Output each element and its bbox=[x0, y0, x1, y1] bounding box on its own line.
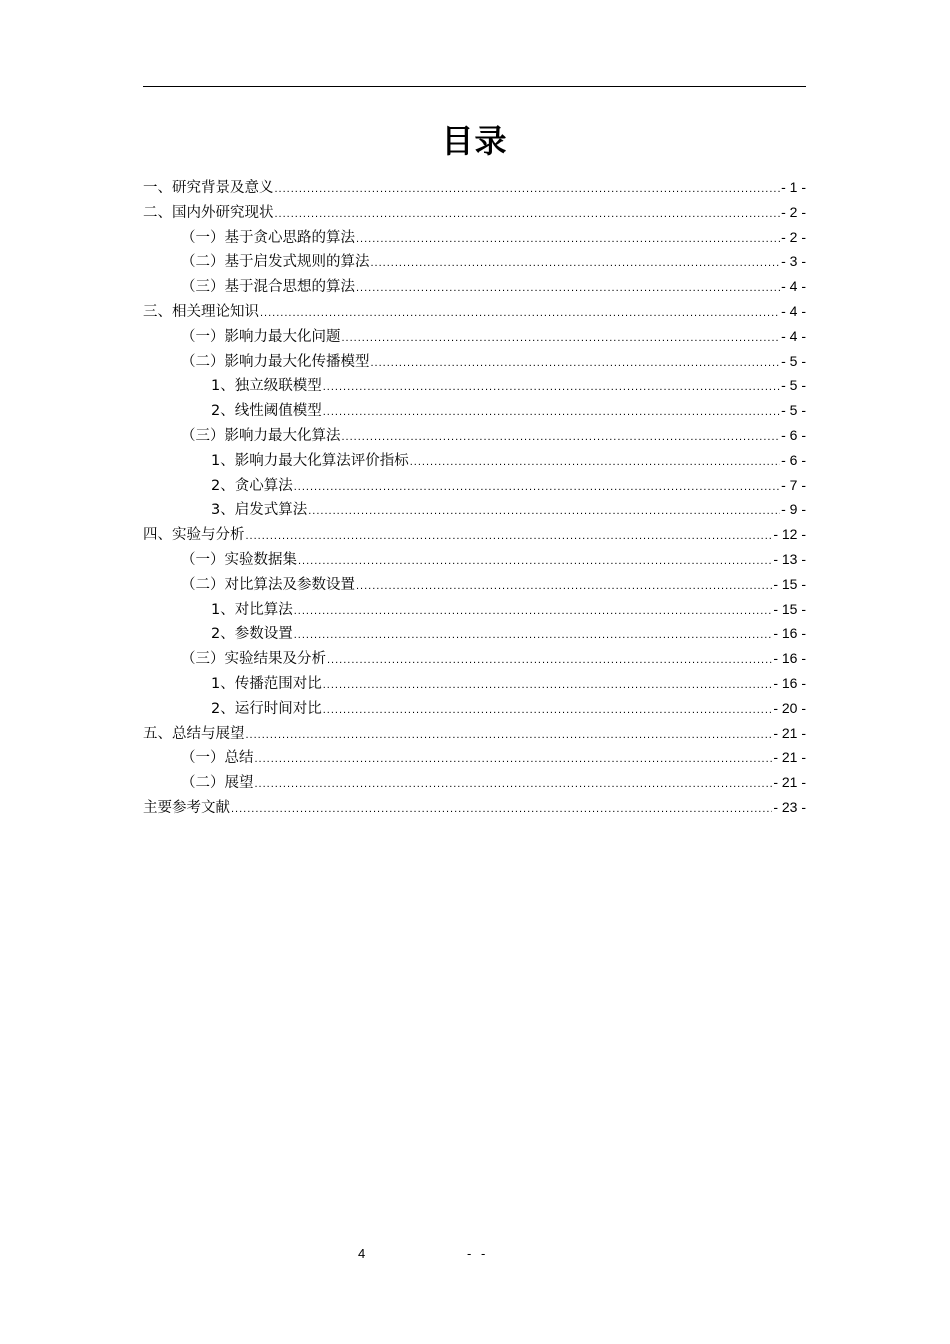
toc-leader-dots bbox=[323, 400, 780, 425]
toc-leader-dots bbox=[356, 276, 780, 301]
toc-entry-label: 1、独立级联模型 bbox=[211, 378, 322, 395]
toc-entry-label: （二）基于启发式规则的算法 bbox=[181, 254, 370, 271]
toc-entry-page: - 4 - bbox=[781, 302, 806, 319]
toc-entry[interactable] bbox=[143, 497, 806, 522]
toc-entry-page: - 7 - bbox=[781, 476, 806, 493]
toc-entry[interactable] bbox=[143, 597, 806, 622]
toc-entry[interactable] bbox=[143, 274, 806, 299]
toc-entry-label: 1、传播范围对比 bbox=[211, 675, 322, 692]
toc-entry[interactable] bbox=[143, 373, 806, 398]
toc-entry-page: - 13 - bbox=[773, 550, 806, 567]
toc-entry[interactable] bbox=[143, 522, 806, 547]
toc-entry-label: 主要参考文献 bbox=[143, 799, 230, 816]
toc-leader-dots bbox=[327, 648, 772, 673]
toc-entry-page: - 16 - bbox=[773, 625, 806, 642]
toc-entry[interactable] bbox=[143, 200, 806, 225]
toc-entry[interactable] bbox=[143, 349, 806, 374]
toc-entry-label: （二）对比算法及参数设置 bbox=[181, 576, 355, 593]
toc-entry-page: - 2 - bbox=[781, 203, 806, 220]
toc-leader-dots bbox=[342, 425, 781, 450]
toc-entry-label: 3、启发式算法 bbox=[211, 502, 308, 519]
toc-leader-dots bbox=[231, 797, 772, 822]
toc-entry-label: （三）影响力最大化算法 bbox=[181, 427, 341, 444]
toc-entry-page: - 5 - bbox=[781, 402, 806, 419]
toc-entry[interactable] bbox=[143, 547, 806, 572]
toc-entry-page: - 21 - bbox=[773, 724, 806, 741]
footer-page-number: 4 bbox=[358, 1246, 366, 1261]
toc-entry[interactable] bbox=[143, 398, 806, 423]
toc-entry-page: - 12 - bbox=[773, 526, 806, 543]
page-title: 目录 bbox=[441, 122, 508, 160]
toc-entry-page: - 2 - bbox=[781, 228, 806, 245]
toc-entry[interactable] bbox=[143, 646, 806, 671]
toc-entry[interactable] bbox=[143, 225, 806, 250]
toc-leader-dots bbox=[246, 723, 773, 748]
footer-page-mark: - - bbox=[467, 1246, 489, 1261]
toc-entry-page: - 20 - bbox=[773, 699, 806, 716]
toc-leader-dots bbox=[371, 251, 781, 276]
toc-entry-label: （二）影响力最大化传播模型 bbox=[181, 353, 370, 370]
toc-entry-label: 二、国内外研究现状 bbox=[143, 204, 274, 221]
toc-entry[interactable] bbox=[143, 299, 806, 324]
toc-leader-dots bbox=[260, 301, 780, 326]
toc-leader-dots bbox=[323, 375, 780, 400]
toc-entry-label: （一）基于贪心思路的算法 bbox=[181, 229, 355, 246]
toc-entry[interactable] bbox=[143, 473, 806, 498]
toc-entry-page: - 21 - bbox=[773, 749, 806, 766]
toc-entry-label: （一）总结 bbox=[181, 750, 254, 767]
toc-entry-page: - 9 - bbox=[781, 501, 806, 518]
toc-leader-dots bbox=[356, 227, 780, 252]
toc-leader-dots bbox=[308, 499, 780, 524]
toc-entry-page: - 6 - bbox=[781, 426, 806, 443]
toc-entry-page: - 16 - bbox=[773, 650, 806, 667]
toc-entry[interactable] bbox=[143, 423, 806, 448]
toc-entry-page: - 3 - bbox=[781, 253, 806, 270]
toc-leader-dots bbox=[342, 326, 781, 351]
toc-leader-dots bbox=[275, 202, 781, 227]
toc-entry-page: - 5 - bbox=[781, 352, 806, 369]
toc-entry-page: - 6 - bbox=[781, 451, 806, 468]
toc-leader-dots bbox=[294, 475, 780, 500]
toc-leader-dots bbox=[246, 524, 773, 549]
toc-entry-label: （一）影响力最大化问题 bbox=[181, 328, 341, 345]
toc-entry-label: 2、运行时间对比 bbox=[211, 700, 322, 717]
toc-leader-dots bbox=[410, 450, 780, 475]
toc-entry[interactable] bbox=[143, 572, 806, 597]
toc-entry[interactable] bbox=[143, 621, 806, 646]
toc-entry-page: - 23 - bbox=[773, 798, 806, 815]
toc-entry[interactable] bbox=[143, 721, 806, 746]
toc-entry[interactable] bbox=[143, 795, 806, 820]
toc-entry-page: - 4 - bbox=[781, 327, 806, 344]
toc-leader-dots bbox=[371, 351, 781, 376]
toc-entry-label: 三、相关理论知识 bbox=[143, 303, 259, 320]
toc-leader-dots bbox=[323, 698, 773, 723]
toc-entry-label: 2、参数设置 bbox=[211, 626, 293, 643]
header-rule bbox=[143, 86, 806, 87]
toc-entry-label: 四、实验与分析 bbox=[143, 527, 245, 544]
toc-leader-dots bbox=[356, 574, 772, 599]
toc-leader-dots bbox=[255, 772, 773, 797]
toc-entry-label: （三）基于混合思想的算法 bbox=[181, 279, 355, 296]
toc-entry-label: 一、研究背景及意义 bbox=[143, 180, 274, 196]
toc-entry-label: 1、对比算法 bbox=[211, 601, 293, 618]
table-of-contents bbox=[143, 175, 806, 820]
toc-entry-page: - 16 - bbox=[773, 674, 806, 691]
toc-leader-dots bbox=[294, 599, 773, 624]
toc-entry[interactable] bbox=[143, 770, 806, 795]
toc-entry[interactable] bbox=[143, 324, 806, 349]
toc-leader-dots bbox=[294, 623, 773, 648]
toc-entry-label: 2、贪心算法 bbox=[211, 477, 293, 494]
toc-entry[interactable] bbox=[143, 745, 806, 770]
toc-entry-page: - 21 - bbox=[773, 774, 806, 791]
toc-entry-label: 五、总结与展望 bbox=[143, 725, 245, 742]
toc-entry-label: （一）实验数据集 bbox=[181, 551, 297, 568]
toc-entry[interactable] bbox=[143, 448, 806, 473]
toc-leader-dots bbox=[275, 177, 781, 202]
toc-entry-label: 1、影响力最大化算法评价指标 bbox=[211, 452, 409, 469]
toc-leader-dots bbox=[323, 673, 773, 698]
toc-leader-dots bbox=[298, 549, 772, 574]
toc-entry-page: - 5 - bbox=[781, 377, 806, 394]
toc-entry-page: - 15 - bbox=[773, 600, 806, 617]
toc-entry[interactable] bbox=[143, 671, 806, 696]
toc-entry[interactable] bbox=[143, 696, 806, 721]
toc-entry-label: （三）实验结果及分析 bbox=[181, 651, 326, 668]
toc-entry-label: 2、线性阈值模型 bbox=[211, 403, 322, 420]
toc-entry-page: - 1 - bbox=[781, 179, 806, 195]
toc-entry-page: - 4 - bbox=[781, 278, 806, 295]
toc-entry[interactable] bbox=[143, 175, 806, 200]
toc-entry[interactable] bbox=[143, 249, 806, 274]
toc-leader-dots bbox=[255, 747, 773, 772]
toc-entry-page: - 15 - bbox=[773, 575, 806, 592]
toc-entry-label: （二）展望 bbox=[181, 775, 254, 792]
